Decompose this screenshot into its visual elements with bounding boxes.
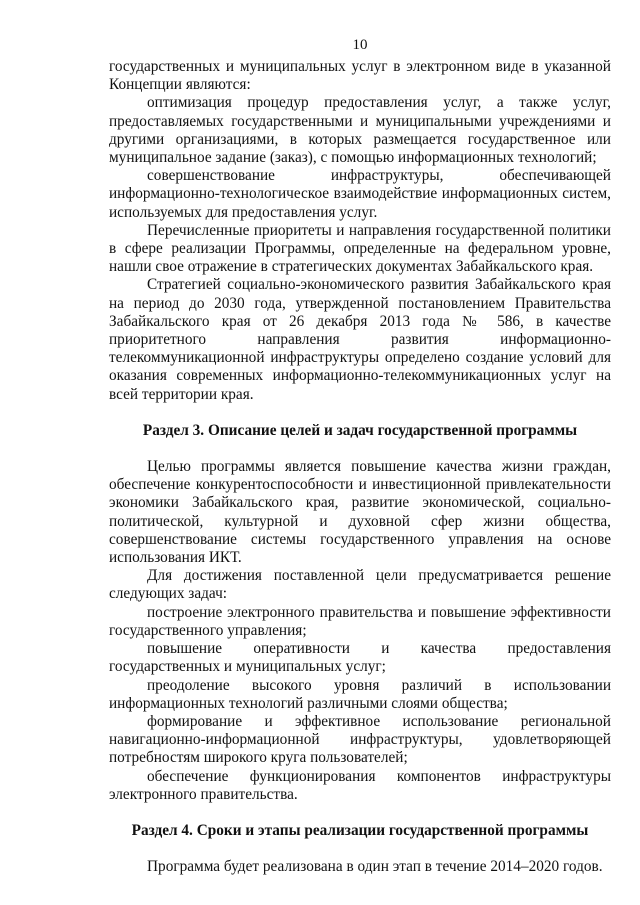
spacer xyxy=(109,440,611,458)
task-item-services-quality: повышение оперативности и качества предоставления государственных и муниципальных услуг; xyxy=(109,640,611,676)
document-page xyxy=(109,36,611,876)
section-4-heading: Раздел 4. Сроки и этапы реализации государственной программы xyxy=(131,821,589,839)
section-3-heading: Раздел 3. Описание целей и задач государственной программы xyxy=(142,421,578,439)
paragraph-concept-continuation: государственных и муниципальных услуг в электронном виде в указанной Концепции являются: xyxy=(109,58,611,94)
task-item-e-government: построение электронного правительства и повышение эффективности государственного управления; xyxy=(109,603,611,639)
paragraph-optimization: оптимизация процедур предоставления услуг, а также услуг, предоставляемых государственными и муниципальными учреждениями и другими организациями, в которых размещается государственное или муниципальное задание (заказ), с помощью информационных технологий; xyxy=(109,94,611,167)
paragraph-strategy-2030: Стратегией социально-экономического развития Забайкальского края на период до 2030 года, утвержденной постановлением Правительства Забайкальского края от 26 декабря 2013 года № 586, в качестве приоритетного направления развития информационно-телекоммуникационной инфраструктуры определено создание условий для оказания современных информационно-телекоммуникационных услуг на всей территории края. xyxy=(109,276,611,403)
task-item-navigation-infrastructure: формирование и эффективное использование региональной навигационно-информационной инфраструктуры, удовлетворяющей потребностям широкого круга пользователей; xyxy=(109,712,611,767)
paragraph-tasks-intro: Для достижения поставленной цели предусматривается решение следующих задач: xyxy=(109,567,611,603)
spacer xyxy=(109,404,611,422)
page-number: 10 xyxy=(352,37,368,53)
paragraph-priorities: Перечисленные приоритеты и направления государственной политики в сфере реализации Программы, определенные на федеральном уровне, нашли свое отражение в стратегических документах Забайкальского края. xyxy=(109,221,611,276)
paragraph-program-timeline: Программа будет реализована в один этап в течение 2014–2020 годов. xyxy=(147,858,603,876)
spacer xyxy=(109,804,611,822)
task-item-e-government-components: обеспечение функционирования компонентов инфраструктуры электронного правительства. xyxy=(109,767,611,803)
paragraph-program-goal: Целью программы является повышение качества жизни граждан, обеспечение конкурентоспособности и инвестиционной привлекательности экономики Забайкальского края, развитие экономической, социально-политической, культурной и духовной сфер жизни общества, совершенствование системы государственного управления на основе использования ИКТ. xyxy=(109,458,611,567)
paragraph-infrastructure-improvement: совершенствование инфраструктуры, обеспечивающей информационно-технологическое взаимодействие информационных систем, используемых для предоставления услуг. xyxy=(109,167,611,221)
spacer xyxy=(109,840,611,858)
task-item-digital-divide: преодоление высокого уровня различий в использовании информационных технологий различными слоями общества; xyxy=(109,676,611,712)
